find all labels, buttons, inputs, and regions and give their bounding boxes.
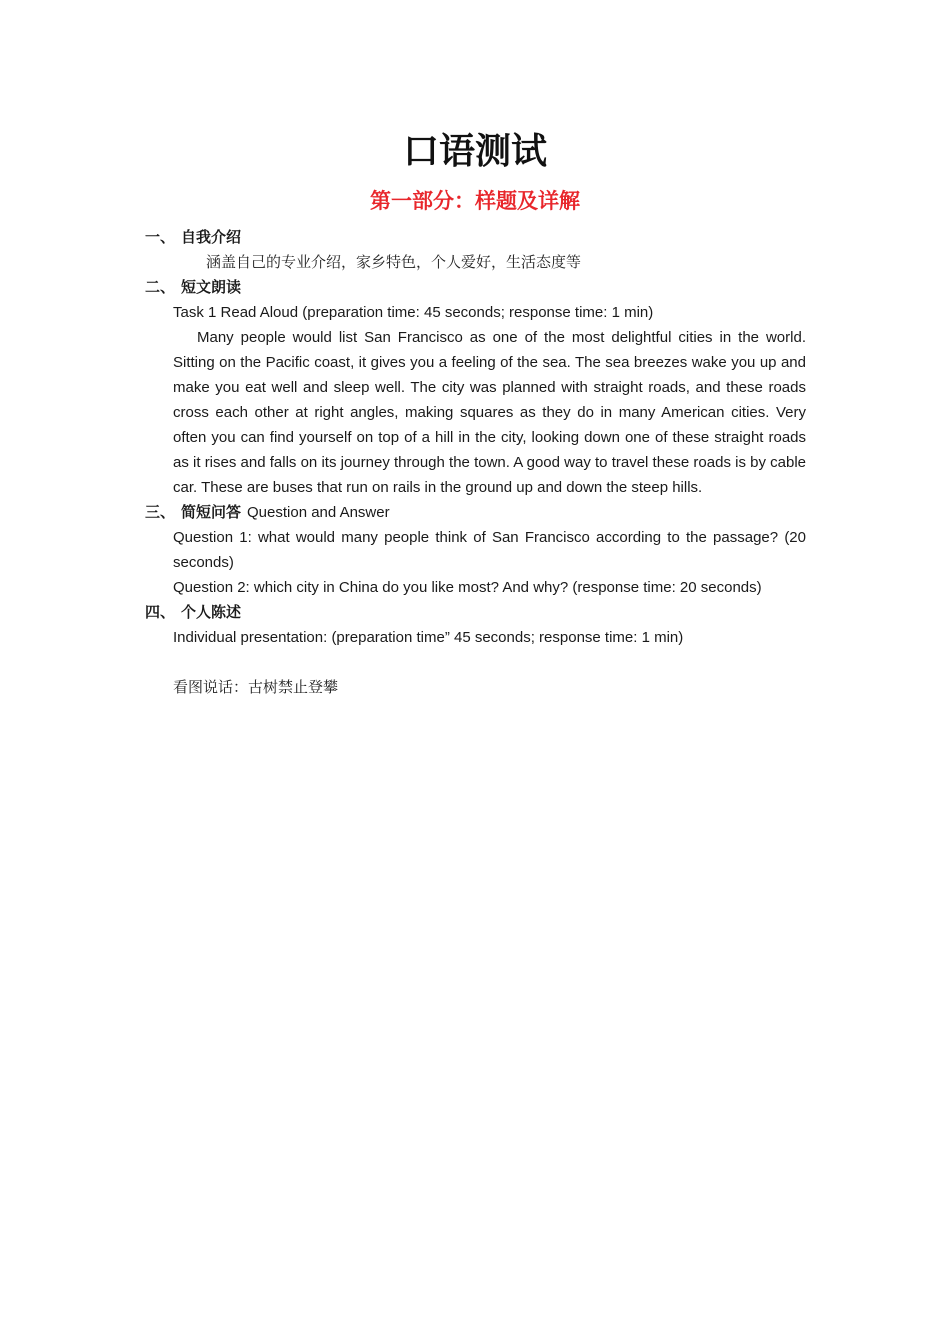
self-intro-description: 涵盖自己的专业介绍，家乡特色，个人爱好，生活态度等 (206, 253, 582, 271)
read-aloud-passage: Many people would list San Francisco as one of the most delightful cities in the world. Sitting on the Pacific coast, it gives you a feeling of the sea. The sea breezes wake you up and make you eat well and sleep well. The city was planned with straight roads, and these roads cross each other at right angles, making squares as they do in many American cities. Very often you can find yourself on top of a hill in the city, looking down one of these straight roads as it rises and falls on its journey through the town. A good way to travel these roads is by cable car. These are buses that run on rails in the ground up and down the steep hills. (173, 329, 806, 496)
section-title-english: Question and Answer (247, 504, 390, 521)
page-title: 口语测试 (402, 131, 547, 172)
section-number: 一、 (145, 228, 176, 246)
section-title: 短文朗读 (181, 278, 242, 296)
page-subtitle: 第一部分：样题及详解 (370, 189, 580, 213)
document-body (145, 225, 807, 700)
section-heading-presentation (145, 600, 807, 625)
question-2: Question 2: which city in China do you like most? And why? (response time: 20 seconds) (173, 579, 762, 596)
question-1: Question 1: what would many people think of San Francisco according to the passage? (20 seconds) (173, 529, 806, 571)
section-number: 二、 (145, 278, 176, 296)
section-number: 四、 (145, 603, 176, 621)
section-heading-self-intro (145, 225, 807, 250)
section-title: 简短问答 (181, 503, 242, 521)
picture-talk-prompt: 看图说话：古树禁止登攀 (173, 678, 339, 696)
section-number: 三、 (145, 503, 176, 521)
read-aloud-task: Task 1 Read Aloud (preparation time: 45 seconds; response time: 1 min) (173, 304, 654, 321)
section-title: 个人陈述 (181, 603, 242, 621)
section-heading-qa (145, 500, 807, 525)
individual-presentation: Individual presentation: (preparation time” 45 seconds; response time: 1 min) (173, 629, 684, 646)
section-heading-read-aloud (145, 275, 807, 300)
blank-line (145, 650, 807, 675)
section-title: 自我介绍 (181, 228, 242, 246)
